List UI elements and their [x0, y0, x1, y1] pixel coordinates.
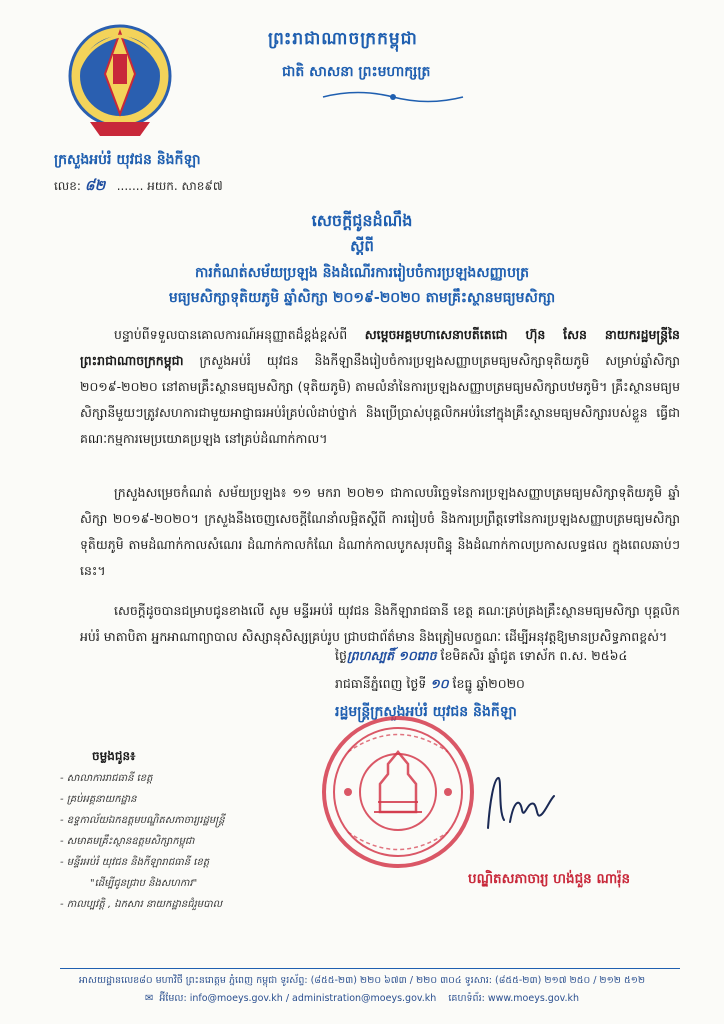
- footer-address: អាសយដ្ឋានលេខ៨០ មហាវិថី ព្រះនរោត្តម ភ្នំពេញ កម្ពុជា ទូរស័ព្ទ: (៨៥៥-២៣) ២២០ ៦៧៣ / ២២០ ៣០៤ ទូរសារ: (៨៥៥-២៣) ២១៧ ២៥០ / ២១២ ៥១២: [78, 975, 646, 986]
- p3-text: សេចក្តីដូចបានជម្រាបជូនខាងលើ សូម មន្ទីរអប់រំ យុវជន និងកីឡារាជធានី ខេត្ត គណៈគ្រប់គ្រងគ្រឹះស្ថានមធ្យមសិក្សា បុគ្គលិកអប់រំ មាតាបិតា អ្នកអាណាព្យាបាល សិស្សានុសិស្សគ្រប់រូប ជ្រាបជាព័ត៌មាន និងត្រៀមលក្ខណៈ ដើម្បីអនុវត្តឱ្យមានប្រសិទ្ធភាពខ្ពស់។: [80, 603, 680, 644]
- national-motto: ជាតិ សាសនា ព្រះមហាក្សត្រ: [282, 64, 431, 80]
- lunar-prefix: ថ្ងៃ: [335, 648, 347, 663]
- cc-item: - កាលប្បវត្តិ , ឯកសារ នាយកដ្ឋានជំរួមបាល: [60, 894, 320, 915]
- document-subject-line-1: ការកំណត់សម័យប្រឡង និងដំណើរការរៀបចំការប្រឡងសញ្ញាបត្រ: [194, 265, 530, 281]
- solar-day: ១០: [430, 676, 449, 691]
- official-stamp-icon: [318, 712, 478, 872]
- document-subject-line-2: មធ្យមសិក្សាទុតិយភូមិ ឆ្នាំសិក្សា ២០១៩-២០២០ តាមគ្រឹះស្ថានមធ្យមសិក្សា: [168, 290, 556, 306]
- ornament-divider-icon: [318, 90, 468, 104]
- lunar-rest: ខែមិគសិរ ឆ្នាំជូត ទោស័ក ព.ស. ២៥៦៤: [440, 648, 628, 663]
- solar-rest: ខែធ្នូ ឆ្នាំ២០២០: [452, 676, 525, 691]
- footer-divider: [60, 968, 680, 969]
- ministry-logo-icon: [55, 14, 185, 144]
- p2-text: ក្រសួងសម្រេចកំណត់ សម័យប្រឡង៖ ១១ មករា ២០២១ ជាកាលបរិច្ឆេទនៃការប្រឡងសញ្ញាបត្រមធ្យមសិក្សាទុតិយភូមិ ឆ្នាំសិក្សា ២០១៩-២០២០។ ក្រសួងនឹងចេញសេចក្តីណែនាំលម្អិតស្តីពី ការរៀបចំ និងការប្រព្រឹត្តទៅនៃការប្រឡងសញ្ញាបត្រមធ្យមសិក្សាទុតិយភូមិ តាមដំណាក់កាលសំណេរ ដំណាក់កាលកំណែ ដំណាក់កាលបូកសរុបពិន្ទុ និងដំណាក់កាលប្រកាសលទ្ធផល ក្នុងពេលឆាប់ៗនេះ។: [80, 485, 680, 578]
- minister-title: រដ្ឋមន្ត្រីក្រសួងអប់រំ យុវជន និងកីឡា: [335, 704, 517, 720]
- footer-contacts: [0, 992, 724, 1006]
- reference-number: លេខ: ៨២ ....... អយក. សាខ៩៧: [54, 178, 223, 194]
- ministry-name: ក្រសួងអប់រំ យុវជន និងកីឡា: [54, 152, 201, 168]
- p1-rest: ក្រសួងអប់រំ យុវជន និងកីឡានឹងរៀបចំការប្រឡងសញ្ញាបត្រមធ្យមសិក្សាទុតិយភូមិ សម្រាប់ឆ្នាំសិក្សា ២០១៩-២០២០ នៅតាមគ្រឹះស្ថានមធ្យមសិក្សា (ទុតិយភូមិ) តាមលំនាំនៃការប្រឡងសញ្ញាបត្រមធ្យមសិក្សាបឋមភូមិ។ គ្រឹះស្ថានមធ្យមសិក្សានីមួយៗត្រូវសហការជាមួយអាជ្ញាធរអប់រំគ្រប់លំដាប់ថ្នាក់ និងប្រើប្រាស់បុគ្គលិកអប់រំនៅក្នុងគ្រឹះស្ថានមធ្យមសិក្សារបស់ខ្លួន ធ្វើជាគណៈកម្មការមេប្រយោគប្រឡង នៅគ្រប់ដំណាក់កាល។: [80, 353, 680, 446]
- footer-emails[interactable]: info@moeys.gov.kh / administration@moeys.gov.kh: [189, 993, 437, 1004]
- body-paragraph-1: [80, 322, 680, 452]
- mail-icon: ✉: [144, 993, 154, 1004]
- p1-bold: សម្តេចអគ្គមហាសេនាបតីតេជោ ហ៊ុន សែន នាយករដ្ឋមន្ត្រីនៃព្រះរាជាណាចក្រកម្ពុជា: [80, 327, 680, 368]
- lunar-hand: ព្រហស្បតិ៍ ១០រោច: [346, 648, 437, 663]
- document-subtitle: ស្តីពី: [350, 237, 374, 255]
- cc-heading: ចម្លងជូន៖: [92, 749, 136, 763]
- signer-name: បណ្ឌិតសភាចារ្យ ហង់ជួន ណារ៉ុន: [468, 871, 631, 887]
- cc-item: - សាលាការរាជធានី ខេត្ត: [60, 768, 320, 789]
- p1-lead: បន្ទាប់ពីទទួលបានគោលការណ៍អនុញ្ញាតដ៏ខ្ពង់ខ្ពស់ពី: [114, 327, 348, 342]
- cc-item: - មន្ទីរអប់រំ យុវជន និងកីឡារាជធានី ខេត្ត: [60, 852, 320, 873]
- cc-recipient-list: [60, 768, 320, 915]
- solar-prefix: រាជធានីភ្នំពេញ ថ្ងៃទី: [335, 676, 427, 691]
- lunar-date: [335, 648, 627, 667]
- cc-item: - សមាគមគ្រឹះស្ថានឧត្តមសិក្សាកម្ពុជា: [60, 831, 320, 852]
- ref-number: ៨២: [84, 178, 106, 194]
- body-paragraph-2: [80, 480, 680, 584]
- body-paragraph-3: [80, 598, 680, 650]
- email-label: អ៊ីមែល:: [159, 993, 187, 1004]
- web-label: គេហទំព័រ:: [448, 993, 485, 1004]
- ref-label: លេខ:: [54, 179, 81, 193]
- ref-code: អយក. សាខ៩៧: [147, 179, 223, 193]
- handwritten-signature-icon: [480, 770, 560, 840]
- footer-website[interactable]: www.moeys.gov.kh: [487, 993, 580, 1004]
- cc-item-note: "ដើម្បីជូនជ្រាប និងសហការ": [90, 878, 198, 889]
- document-title: សេចក្តីជូនដំណឹង: [311, 211, 413, 230]
- cc-item: - ឧទ្ទកាល័យឯកឧត្តមបណ្ឌិតសភាចារ្យរដ្ឋមន្ត្រី: [60, 810, 320, 831]
- cc-item: - គ្រប់អគ្គនាយកដ្ឋាន: [60, 789, 320, 810]
- kingdom-heading: ព្រះរាជាណាចក្រកម្ពុជា: [268, 29, 418, 49]
- solar-date: [335, 676, 525, 695]
